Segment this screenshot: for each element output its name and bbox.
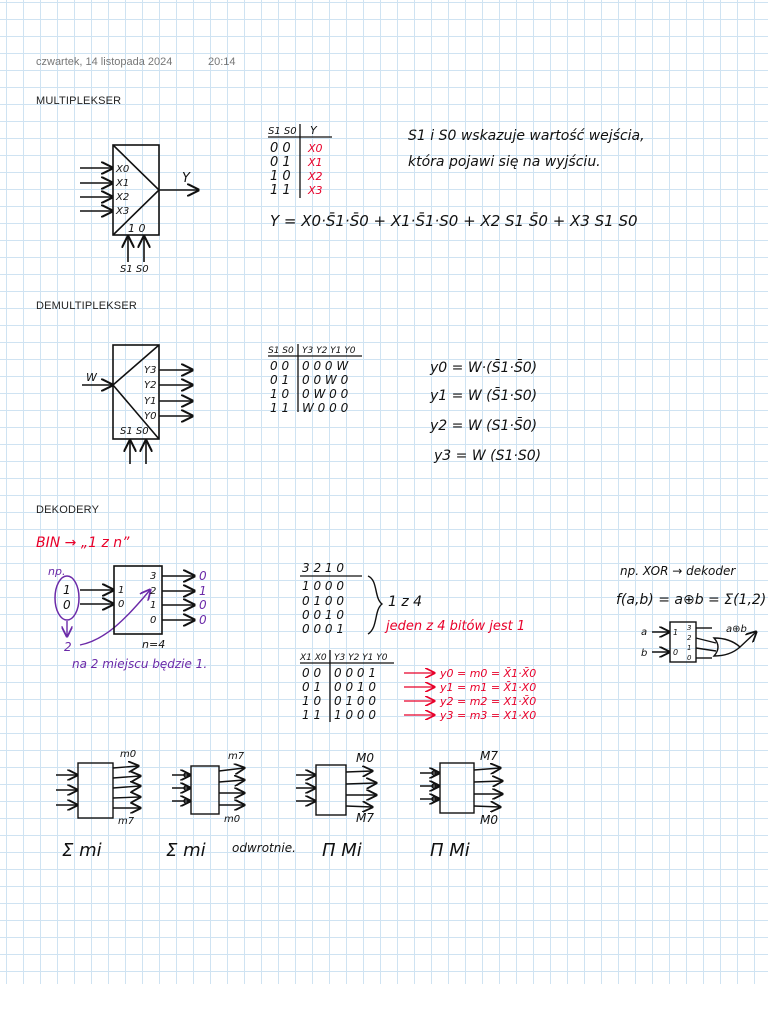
variant-label-top: M7 — [480, 749, 498, 763]
demux-out-y0: Y0 — [144, 411, 157, 422]
variant-label-bottom: M7 — [356, 811, 374, 825]
variant-block-1 — [56, 763, 140, 818]
minterm-eq: y2 = m2 = X1·X̄0 — [440, 695, 537, 708]
variant-caption: Π Mi — [430, 840, 470, 861]
xor-output-label: a⊕b — [726, 624, 747, 635]
variant-caption: odwrotnie. — [232, 841, 296, 855]
onehot-row: 1 0 0 0 — [302, 579, 344, 593]
decoder-truth-out: 1 0 0 0 — [334, 708, 376, 722]
decoder-output-value: 0 — [199, 598, 207, 612]
section-title-demultiplekser: DEMULTIPLEKSER — [36, 300, 138, 312]
onehot-note: 1 z 4 — [388, 594, 423, 610]
mux-row-y: X0 — [308, 142, 323, 155]
section-title-dekodery: DEKODERY — [36, 504, 100, 516]
section-title-multiplekser: MULTIPLEKSER — [36, 95, 122, 107]
decoder-output-value: 0 — [199, 569, 207, 583]
variant-caption: Σ mi — [166, 840, 206, 861]
xor-pin-out: 3 — [687, 624, 692, 632]
variant-label-bottom: m7 — [118, 816, 135, 827]
decoder-in-pin: 0 — [118, 599, 125, 610]
mux-input-x1: X1 — [116, 178, 130, 189]
mux-note-line2: która pojawi się na wyjściu. — [408, 154, 601, 170]
decoder-truth-in: 1 1 — [302, 708, 322, 722]
decoder-output-value: 0 — [199, 613, 207, 627]
demux-row-out: 0 0 0 W — [302, 359, 349, 373]
variant-caption: Π Mi — [322, 840, 362, 861]
demux-input-label: W — [86, 371, 97, 384]
variant-label-top: m0 — [120, 749, 137, 760]
demux-row-sel: 0 1 — [270, 373, 290, 387]
minterm-eq: y3 = m3 = X1·X0 — [440, 709, 537, 722]
mux-note-line1: S1 i S0 wskazuje wartość wejścia, — [408, 128, 645, 144]
xor-pin-out: 2 — [687, 634, 692, 642]
decoder-truth-header-out: Y3 Y2 Y1 Y0 — [334, 653, 388, 663]
demux-row-out: 0 W 0 0 — [302, 387, 349, 401]
decoder-example-bit: 1 — [63, 583, 71, 597]
minterm-arrows — [404, 673, 434, 715]
xor-input-a: a — [641, 627, 648, 638]
mux-select-lines: S1 S0 — [120, 264, 149, 275]
demux-select-lines: S1 S0 — [120, 426, 149, 437]
variant-block-4 — [420, 763, 502, 813]
xor-formula: f(a,b) = a⊕b = Σ(1,2) — [616, 592, 767, 608]
decoder-out-pin: 0 — [150, 615, 157, 626]
decoder-output-value: 1 — [199, 584, 207, 598]
decoder-out-pin: 3 — [150, 571, 157, 582]
mux-row-y: X2 — [308, 170, 323, 183]
variant-block-2 — [172, 766, 244, 814]
onehot-row: 0 0 0 1 — [302, 622, 344, 636]
variant-label-bottom: m0 — [224, 814, 241, 825]
decoder-block — [80, 566, 194, 634]
decoder-in-pin: 1 — [118, 585, 125, 596]
minterm-eq: y0 = m0 = X̄1·X̄0 — [440, 667, 537, 680]
decoder-truth-out: 0 1 0 0 — [334, 694, 376, 708]
onehot-brace — [368, 576, 382, 634]
decoder-example-label: np. — [48, 565, 66, 578]
onehot-note-red: jeden z 4 bitów jest 1 — [386, 619, 526, 634]
onehot-header: 3 2 1 0 — [302, 561, 344, 575]
xor-title: np. XOR → dekoder — [620, 564, 736, 578]
decoder-truth-in: 0 0 — [302, 666, 322, 680]
decoder-example-bit: 0 — [63, 598, 71, 612]
note-date: czwartek, 14 listopada 2024 — [36, 56, 173, 68]
xor-pin-in: 1 — [673, 628, 679, 637]
demux-eq-y1: y1 = W (S̄1·S0) — [430, 388, 538, 404]
demux-diagram — [82, 345, 192, 464]
mux-input-x0: X0 — [116, 164, 130, 175]
demux-out-y1: Y1 — [144, 396, 157, 407]
decoder-example-note: na 2 miejscu będzie 1. — [72, 657, 208, 671]
variant-label-bottom: M0 — [480, 813, 498, 827]
xor-input-b: b — [641, 648, 648, 659]
mux-formula: Y = X0·S̄1·S̄0 + X1·S̄1·S0 + X2 S1 S̄0 + X3 S1 S0 — [270, 212, 638, 230]
mux-input-x2: X2 — [116, 192, 130, 203]
decoder-out-pin: 1 — [150, 600, 157, 611]
decoder-example-value: 2 — [64, 640, 72, 654]
mux-diagram — [80, 145, 198, 262]
decoder-n-label: n=4 — [142, 638, 166, 651]
decoder-truth-out: 0 0 0 1 — [334, 666, 376, 680]
mux-row-sel: 1 1 — [270, 183, 291, 198]
mux-row-sel: 1 0 — [270, 169, 291, 184]
decoder-truth-in: 1 0 — [302, 694, 322, 708]
demux-row-sel: 0 0 — [270, 359, 290, 373]
mux-row-y: X1 — [308, 156, 323, 169]
demux-out-y2: Y2 — [144, 380, 157, 391]
mux-table-header-sel: S1 S0 — [268, 126, 297, 137]
demux-eq-y2: y2 = W (S1·S̄0) — [430, 418, 538, 434]
variant-caption: Σ mi — [62, 840, 102, 861]
onehot-row: 0 1 0 0 — [302, 594, 344, 608]
minterm-eq: y1 = m1 = X̄1·X0 — [440, 681, 537, 694]
decoder-title: BIN → „1 z n” — [36, 535, 130, 551]
mux-row-y: X3 — [308, 184, 323, 197]
demux-out-y3: Y3 — [144, 365, 157, 376]
mux-table-header-y: Y — [310, 124, 317, 137]
demux-table-header-out: Y3 Y2 Y1 Y0 — [302, 346, 356, 356]
onehot-row: 0 0 1 0 — [302, 608, 344, 622]
demux-eq-y3: y3 = W (S1·S0) — [434, 448, 542, 464]
mux-output-label: Y — [182, 171, 190, 186]
variant-label-top: m7 — [228, 751, 245, 762]
xor-pin-out: 1 — [687, 644, 692, 652]
mux-row-sel: 0 0 — [270, 141, 291, 156]
variant-label-top: M0 — [356, 751, 374, 765]
mux-input-x3: X3 — [116, 206, 130, 217]
decoder-out-pin: 2 — [150, 586, 157, 597]
demux-eq-y0: y0 = W·(S̄1·S̄0) — [430, 360, 538, 376]
decoder-truth-out: 0 0 1 0 — [334, 680, 376, 694]
decoder-truth-header-in: X1 X0 — [300, 653, 327, 663]
demux-row-out: W 0 0 0 — [302, 401, 349, 415]
xor-pin-out: 0 — [687, 654, 692, 662]
demux-row-sel: 1 0 — [270, 387, 290, 401]
xor-pin-in: 0 — [673, 648, 679, 657]
mux-row-sel: 0 1 — [270, 155, 291, 170]
mux-select-pins: 1 0 — [128, 222, 146, 235]
decoder-example-curve — [80, 590, 150, 645]
variant-block-3 — [296, 765, 376, 815]
demux-row-out: 0 0 W 0 — [302, 373, 349, 387]
note-time: 20:14 — [208, 56, 236, 68]
demux-table-header-sel: S1 S0 — [268, 346, 294, 356]
demux-row-sel: 1 1 — [270, 401, 290, 415]
decoder-truth-in: 0 1 — [302, 680, 322, 694]
